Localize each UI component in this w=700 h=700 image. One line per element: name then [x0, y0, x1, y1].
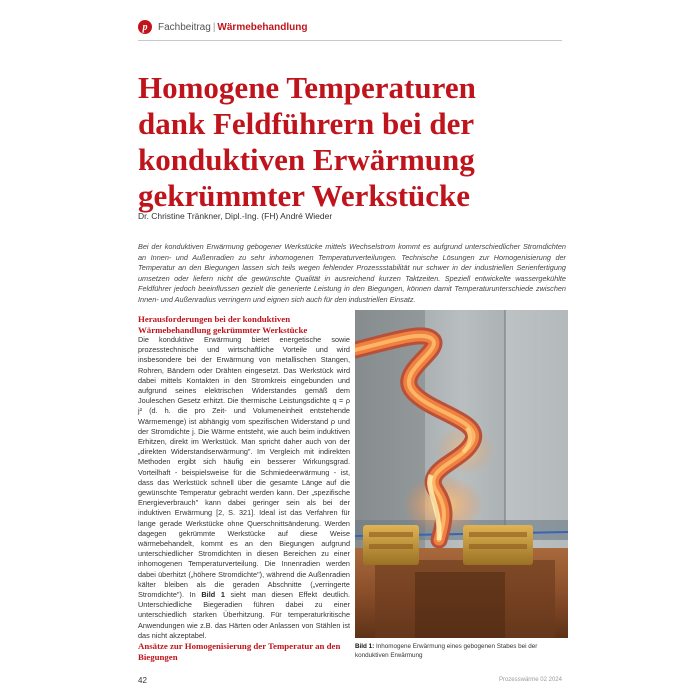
running-header [138, 20, 307, 34]
page-number: 42 [138, 676, 147, 685]
article-title [138, 70, 568, 214]
section-heading-approaches: Ansätze zur Homogenisierung der Temperatur an den Biegungen [138, 641, 341, 662]
left-column [138, 314, 350, 641]
title-line: dank Feldführern bei der [138, 106, 475, 141]
figure-reference: Bild 1 [201, 590, 225, 600]
header-label: Fachbeitrag | Wärmebehandlung [158, 21, 308, 33]
section-heading-challenges: Herausforderungen bei der konduktiven Wärmebehandlung gekrümmter Werkstücke [138, 314, 308, 335]
figure-caption [355, 642, 568, 660]
figure-heated-rod-photo [355, 310, 568, 638]
header-section: Wärmebehandlung [217, 21, 308, 33]
title-line: Homogene Temperaturen [138, 70, 476, 105]
caption-text: Inhomogene Erwärmung eines gebogenen Stabes bei der konduktiven Erwärmung [355, 643, 538, 659]
article-authors: Dr. Christine Tränkner, Dipl.-Ing. (FH) André Wieder [138, 211, 333, 221]
magazine-issue: Prozesswärme 02 2024 [498, 677, 562, 683]
body-paragraph [138, 335, 350, 641]
title-line: gekrümmter Werkstücke [138, 178, 471, 213]
header-divider [138, 40, 562, 41]
article-abstract: Bei der konduktiven Erwärmung gebogener Werkstücke mittels Wechselstrom kommt es aufgrund unterschiedlicher Stromdichten an Innen- und Außenradien zu sehr inhomogenen Temperaturverteilungen. Technische Lösungen zur Homogenisierung der Temperatur an den Biegungen lassen sich teils wegen fehlender Prozessstabilität nur schwer in der industriellen Serienfertigung umsetzen oder liefern nicht die gewünschte Qualität in ausreichend kurzen Taktzeiten. Speziell entwickelte wassergekühlte Feldführer jedoch beeinflussen gezielt die generierte Leistung in den Biegungen, können damit Temperaturunterschiede zwischen Innen- und Außenradius verringern und eignen sich auch für den industriellen Einsatz. [138, 242, 566, 304]
body-text-part2: sieht man diesen Effekt deutlich. Unterschiedliche Biegeradien führen dabei zu einer unterschiedlich starken Überhitzung. Für temperaturkritische Anwendungen wie z.B. das Härten oder Anlassen von Stählen ist das nicht akzeptabel. [138, 590, 350, 640]
caption-label: Bild 1: [355, 643, 375, 650]
header-category: Fachbeitrag [158, 21, 211, 33]
body-text-part1: Die konduktive Erwärmung bietet energetische sowie prozesstechnische und wirtschaftliche Vorteile und wird insbesondere bei der Erwärmung von metallischen Stangen, Rohren, Bändern oder Drähten eingesetzt. Das Werkstück wird dabei mittels Kontakten in den Stromkreis eingebunden und aufgrund seines elektrischen Widerstandes gemäß dem Jouleschen Gesetz erhitzt. Die thermische Leistungsdichte q = ρ j² (d. h. die pro Zeit- und Volumeneinheit entstehende Wärmemenge) ist abhängig vom spezifischen Widerstand ρ und der Stromdichte j. Die Wärme entsteht, wie auch beim induktiven Erhitzen, direkt im Werkstück. Man spricht daher auch von der „direkten Widerstandserwärmung". Im Vergleich mit indirekten Methoden ergibt sich häufig ein besserer Wirkungsgrad. Vorteilhaft - beispielsweise für die Schmiedeerwärmung - ist, dass das Werkstück schnell über die gesamte Länge auf die gewünschte Temperatur gebracht werden kann. Der „spezifische Energieverbrauch" kann dabei geringer sein als bei der induktiven Erwärmung [2, S. 321]. Ideal ist das Verfahren für lange gerade Werkstücke ohne Querschnittsänderung. Werden dagegen gekrümmte Werkstücke auf diese Weise wärmebehandelt, kommt es an den Biegungen aufgrund unterschiedlicher Stromdichten in diesen Bereichen zu einer inhomogenen Temperaturverteilung. Die Innenradien werden dabei überhitzt („höhere Stromdichte"), während die Außenradien kälter bleiben als die geraden Abschnitte („verringerte Stromdichte"). In [138, 335, 350, 600]
publisher-logo-icon: p [138, 20, 152, 34]
title-line: konduktiven Erwärmung [138, 142, 475, 177]
